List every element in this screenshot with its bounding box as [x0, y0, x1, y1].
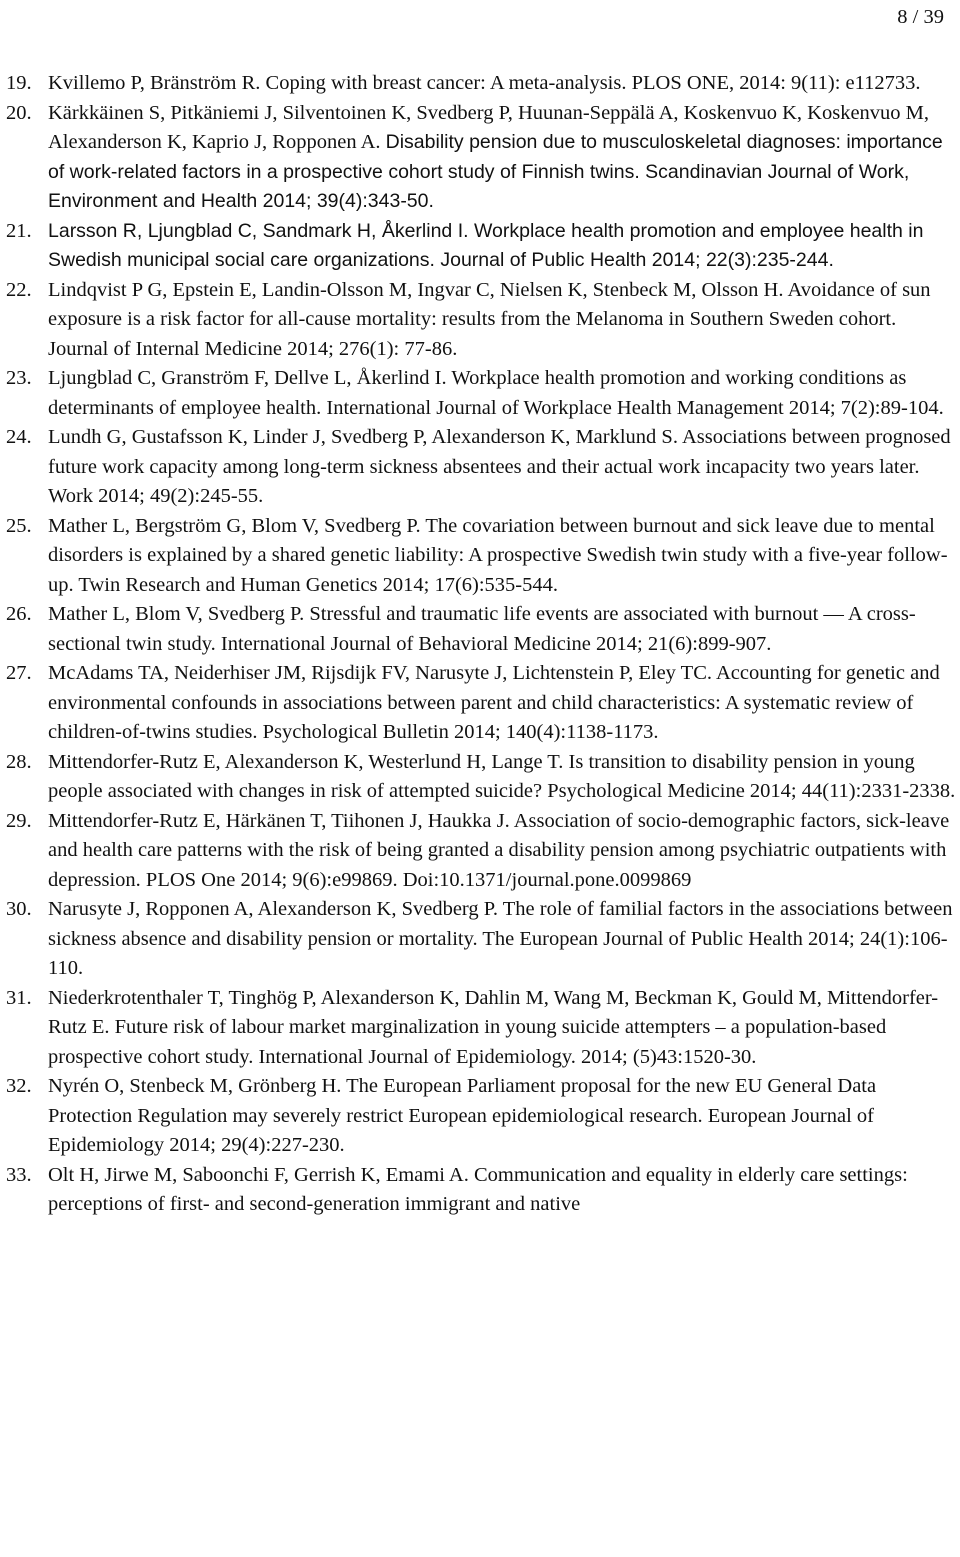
page-number: 8 / 39	[897, 6, 944, 28]
reference-item	[6, 807, 960, 896]
reference-number: 20.	[6, 101, 32, 124]
reference-number: 26.	[6, 603, 32, 625]
reference-text: Olt H, Jirwe M, Saboonchi F, Gerrish K, Emami A. Communication and equality in elderly care settings: perceptions of first- and second-generation immigrant and native	[48, 1163, 908, 1215]
reference-text: Mittendorfer-Rutz E, Alexanderson K, Westerlund H, Lange T. Is transition to disability pension in young people associated with changes in risk of attempted suicide? Psychological Medicine 2014; 44(11):2331-2338.	[48, 750, 956, 802]
reference-item	[6, 748, 960, 807]
reference-item	[6, 659, 960, 748]
reference-number: 21.	[6, 219, 32, 242]
reference-item	[6, 600, 960, 659]
reference-list	[6, 69, 960, 1220]
reference-number: 30.	[6, 898, 32, 920]
reference-text: Larsson R, Ljungblad C, Sandmark H, Åkerlind I. Workplace health promotion and employee health in Swedish municipal social care organizations. Journal of Public Health 2014; 22(3):235-244.	[48, 219, 924, 271]
reference-text: Niederkrotenthaler T, Tinghög P, Alexanderson K, Dahlin M, Wang M, Beckman K, Gould M, Mittendorfer-Rutz E. Future risk of labour market marginalization in young suicide attempters – a population-based prospective cohort study. International Journal of Epidemiology. 2014; (5)43:1520-30.	[48, 986, 939, 1068]
reference-item	[6, 1161, 960, 1220]
reference-number: 29.	[6, 809, 32, 832]
reference-text: Narusyte J, Ropponen A, Alexanderson K, Svedberg P. The role of familial factors in the associations between sickness absence and disability pension or mortality. The European Journal of Public Health 2014; 24(1):106-110.	[48, 898, 953, 979]
reference-text: Lundh G, Gustafsson K, Linder J, Svedberg P, Alexanderson K, Marklund S. Associations between prognosed future work capacity among long-term sickness absentees and their actual work incapacity two years later. Work 2014; 49(2):245-55.	[48, 426, 951, 507]
reference-text: Mather L, Bergström G, Blom V, Svedberg P. The covariation between burnout and sick leave due to mental disorders is explained by a shared genetic liability: A prospective Swedish twin study with a five-year follow-up. Twin Research and Human Genetics 2014; 17(6):535-544.	[48, 514, 948, 596]
reference-text: Kvillemo P, Bränström R. Coping with breast cancer: A meta-analysis. PLOS ONE, 2014: 9(11): e112733.	[48, 72, 921, 94]
reference-item	[6, 512, 960, 601]
reference-number: 22.	[6, 278, 32, 301]
reference-item	[6, 69, 960, 99]
reference-number: 31.	[6, 986, 32, 1009]
reference-number: 25.	[6, 514, 32, 537]
reference-text: Ljungblad C, Granström F, Dellve L, Åkerlind I. Workplace health promotion and working conditions as determinants of employee health. International Journal of Workplace Health Management 2014; 7(2):89-104.	[48, 367, 944, 419]
reference-item	[6, 217, 960, 276]
reference-number: 23.	[6, 367, 32, 389]
reference-number: 28.	[6, 750, 32, 773]
reference-item	[6, 364, 960, 423]
reference-text: Nyrén O, Stenbeck M, Grönberg H. The European Parliament proposal for the new EU General Data Protection Regulation may severely restrict European epidemiological research. European Journal of Epidemiology 2014; 29(4):227-230.	[48, 1075, 877, 1156]
reference-item	[6, 895, 960, 984]
reference-text: Lindqvist P G, Epstein E, Landin-Olsson M, Ingvar C, Nielsen K, Stenbeck M, Olsson H. Avoidance of sun exposure is a risk factor for all-cause mortality: results from the Melanoma in Southern Sweden cohort. Journal of Internal Medicine 2014; 276(1): 77-86.	[48, 278, 931, 360]
reference-item	[6, 984, 960, 1073]
reference-number: 33.	[6, 1163, 32, 1186]
reference-item	[6, 423, 960, 512]
reference-text: Mather L, Blom V, Svedberg P. Stressful and traumatic life events are associated with burnout — A cross-sectional twin study. International Journal of Behavioral Medicine 2014; 21(6):899-907.	[48, 603, 916, 655]
reference-number: 27.	[6, 662, 32, 684]
reference-number: 19.	[6, 72, 32, 94]
reference-text: Mittendorfer-Rutz E, Härkänen T, Tiihonen J, Haukka J. Association of socio-demographic factors, sick-leave and health care patterns with the risk of being granted a disability pension among psychiatric outpatients with depression. PLOS One 2014; 9(6):e99869. Doi:10.1371/journal.pone.0099869	[48, 809, 950, 891]
reference-number: 24.	[6, 426, 32, 448]
reference-text: Kärkkäinen S, Pitkäniemi J, Silventoinen K, Svedberg P, Huunan-Seppälä A, Koskenvuo K, Koskenvuo M, Alexanderson K, Kaprio J, Ropponen A. Disability pension due to musculoskeletal diagnoses: importance of work-related factors in a prospective cohort study of Finnish twins. Scandinavian Journal of Work, Environment and Health 2014; 39(4):343-50.	[48, 101, 943, 212]
reference-item	[6, 99, 960, 217]
reference-text: McAdams TA, Neiderhiser JM, Rijsdijk FV, Narusyte J, Lichtenstein P, Eley TC. Accounting for genetic and environmental confounds in associations between parent and child characteristics: A systematic review of children-of-twins studies. Psychological Bulletin 2014; 140(4):1138-1173.	[48, 662, 940, 743]
reference-item	[6, 276, 960, 365]
reference-number: 32.	[6, 1075, 32, 1097]
reference-item	[6, 1072, 960, 1161]
